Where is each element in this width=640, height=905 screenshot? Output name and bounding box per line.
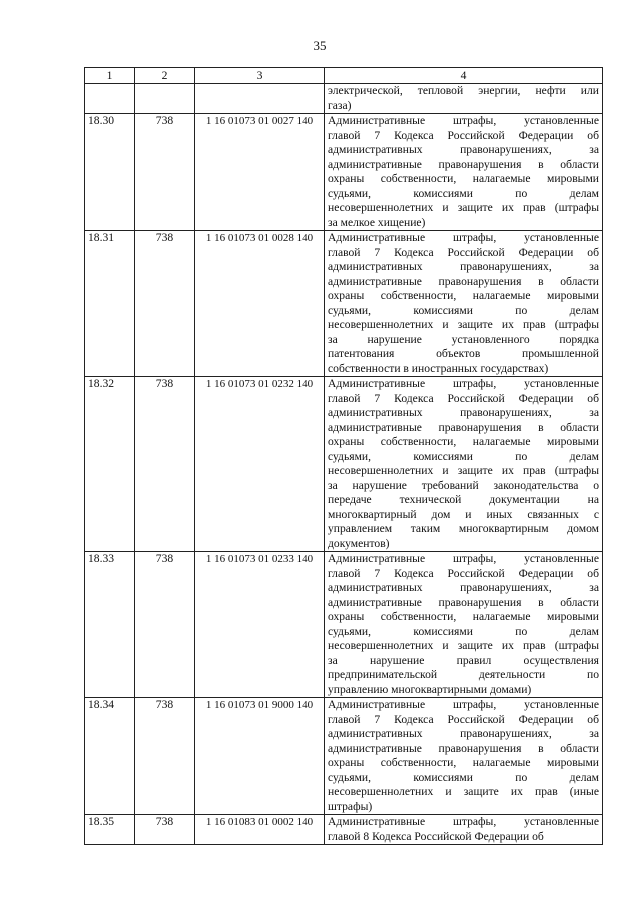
description-line: Административные штрафы, установленные: [328, 698, 599, 711]
description-line: главой 7 Кодекса Российской Федерации об: [328, 391, 599, 405]
header-row: [85, 68, 603, 84]
description-line: охраны собственности, налагаемые мировыми: [328, 756, 599, 769]
description-line: административных правонарушениях, за: [328, 406, 599, 419]
description-line: охраны собственности, налагаемые мировыми: [328, 435, 599, 448]
description-line: судьями, комиссиями по делам: [328, 624, 599, 638]
description-line: Административные штрафы, установленные: [328, 377, 599, 390]
description-line: административные правонарушения в области: [328, 274, 599, 288]
description-line: административные правонарушения в области: [328, 157, 599, 171]
table-row: [85, 552, 603, 698]
header-col-2: 2: [135, 68, 195, 84]
row-number: 18.35: [85, 815, 135, 845]
description-line: несовершеннолетних и защите их прав (иные: [328, 785, 599, 798]
description-line: предпринимательской деятельности по: [328, 668, 599, 681]
description-line: главой 7 Кодекса Российской Федерации об: [328, 245, 599, 259]
kbk-code: 1 16 01073 01 9000 140: [195, 698, 325, 815]
kbk-code: 1 16 01073 01 0027 140: [195, 114, 325, 231]
budget-codes-table: [84, 67, 603, 845]
description: [325, 377, 603, 552]
header-col-3: 3: [195, 68, 325, 84]
description-line: за нарушение установленного порядка: [328, 332, 599, 346]
kbk-code: 1 16 01073 01 0028 140: [195, 231, 325, 377]
description-line: передаче технической документации на: [328, 493, 599, 506]
description-line: главой 7 Кодекса Российской Федерации об: [328, 566, 599, 580]
description-line: административные правонарушения в области: [328, 595, 599, 609]
description-line: несовершеннолетних и защите их прав (штрафы: [328, 318, 599, 331]
continuation-row: [85, 84, 603, 114]
description: [325, 114, 603, 231]
description-line: патентования объектов промышленной: [328, 347, 599, 360]
description-line: многоквартирный дом и иных связанных с: [328, 507, 599, 521]
row-number: 18.34: [85, 698, 135, 815]
description: [325, 698, 603, 815]
description: [325, 231, 603, 377]
kbk-code: 1 16 01083 01 0002 140: [195, 815, 325, 845]
description: [325, 552, 603, 698]
description-line: Административные штрафы, установленные: [328, 114, 599, 127]
description-line: за нарушение правил осуществления: [328, 653, 599, 667]
kbk-code: [195, 84, 325, 114]
description-line: документов): [328, 536, 390, 550]
description-line: за нарушение требований законодательства о: [328, 478, 599, 492]
description-line: судьями, комиссиями по делам: [328, 303, 599, 317]
description-line: несовершеннолетних и защите их прав (штрафы: [328, 201, 599, 214]
description-line: судьями, комиссиями по делам: [328, 770, 599, 784]
description-line: административных правонарушениях, за: [328, 581, 599, 594]
description-line: Административные штрафы, установленные: [328, 552, 599, 565]
description-line: судьями, комиссиями по делам: [328, 449, 599, 463]
table-row: [85, 698, 603, 815]
table-row: [85, 114, 603, 231]
admin-code: 738: [135, 552, 195, 698]
description-line: охраны собственности, налагаемые мировыми: [328, 610, 599, 623]
description-line: несовершеннолетних и защите их прав (штрафы: [328, 464, 599, 477]
kbk-code: 1 16 01073 01 0232 140: [195, 377, 325, 552]
admin-code: [135, 84, 195, 114]
description-line: охраны собственности, налагаемые мировыми: [328, 172, 599, 185]
description-line: административных правонарушениях, за: [328, 260, 599, 273]
description: [325, 815, 603, 845]
description-line: охраны собственности, налагаемые мировыми: [328, 289, 599, 302]
table-row: [85, 377, 603, 552]
description: [325, 84, 603, 114]
page-number: 35: [313, 38, 327, 53]
admin-code: 738: [135, 231, 195, 377]
description-line: несовершеннолетних и защите их прав (штрафы: [328, 639, 599, 652]
description-line: главой 7 Кодекса Российской Федерации об: [328, 712, 599, 726]
description-line: главой 7 Кодекса Российской Федерации об: [328, 128, 599, 142]
table-row: [85, 231, 603, 377]
description-line: собственности в иностранных государствах): [328, 361, 549, 375]
description-line: управлению многоквартирными домами): [328, 682, 532, 696]
description-line: управлением таким многоквартирным домом: [328, 522, 599, 535]
description-line: Административные штрафы, установленные: [328, 815, 599, 828]
description-line: штрафы): [328, 799, 373, 813]
description-line: электрической, тепловой энергии, нефти или: [328, 84, 599, 97]
admin-code: 738: [135, 698, 195, 815]
row-number: 18.33: [85, 552, 135, 698]
description-line: судьями, комиссиями по делам: [328, 186, 599, 200]
description-line: главой 8 Кодекса Российской Федерации об: [328, 829, 544, 843]
description-line: административных правонарушениях, за: [328, 727, 599, 740]
table-row: [85, 815, 603, 845]
row-number: [85, 84, 135, 114]
row-number: 18.31: [85, 231, 135, 377]
admin-code: 738: [135, 114, 195, 231]
row-number: 18.30: [85, 114, 135, 231]
admin-code: 738: [135, 815, 195, 845]
description-line: газа): [328, 98, 352, 112]
header-col-4: 4: [325, 68, 603, 84]
kbk-code: 1 16 01073 01 0233 140: [195, 552, 325, 698]
description-line: административных правонарушениях, за: [328, 143, 599, 156]
description-line: за мелкое хищение): [328, 215, 426, 229]
header-col-1: 1: [85, 68, 135, 84]
row-number: 18.32: [85, 377, 135, 552]
description-line: административные правонарушения в области: [328, 420, 599, 434]
description-line: административные правонарушения в области: [328, 741, 599, 755]
admin-code: 738: [135, 377, 195, 552]
description-line: Административные штрафы, установленные: [328, 231, 599, 244]
